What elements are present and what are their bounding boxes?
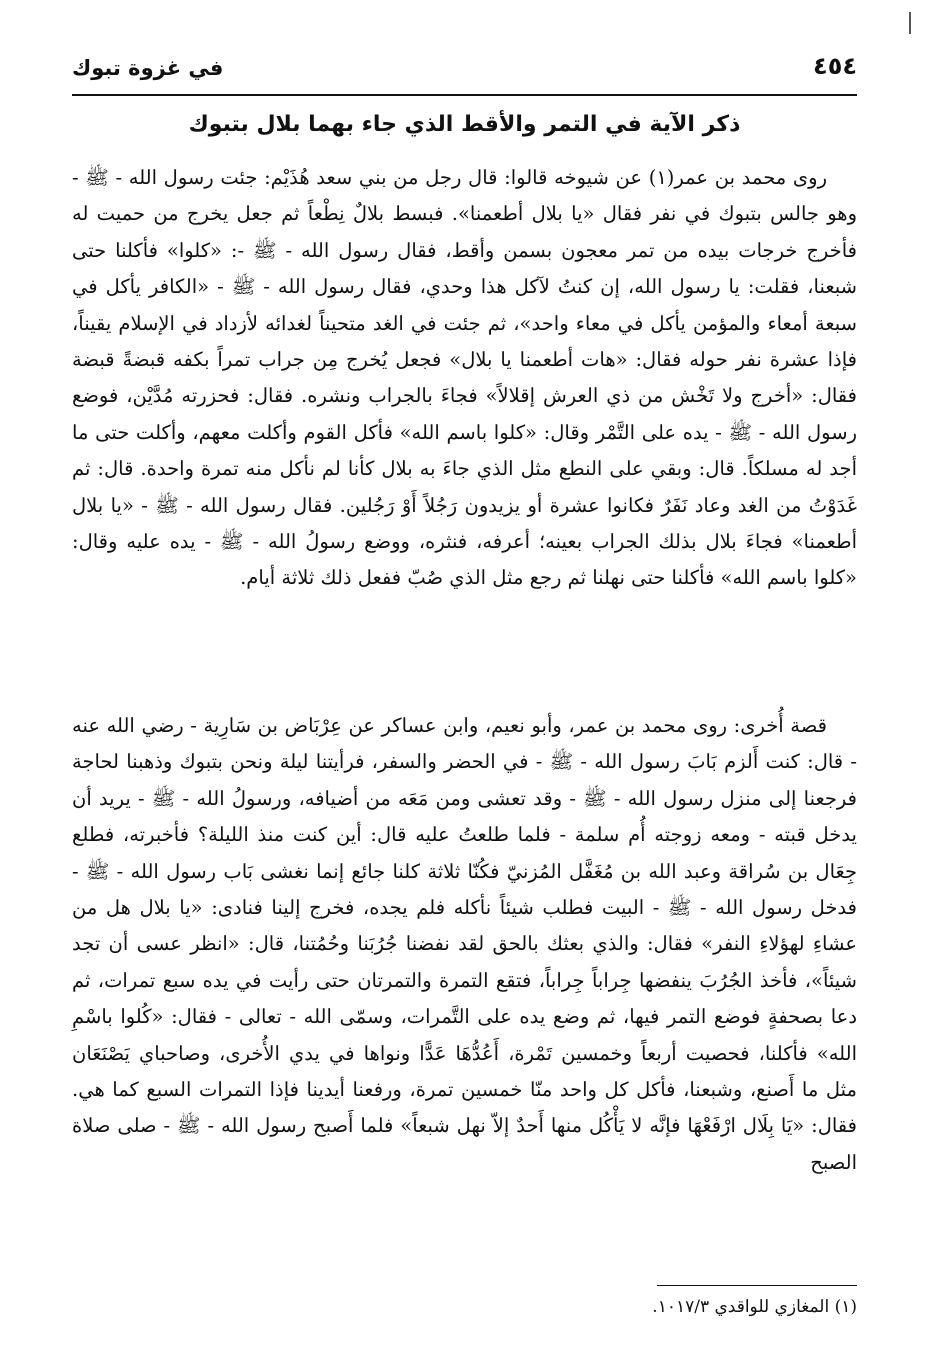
running-header — [72, 50, 857, 90]
paragraph-story-2: قصة أُخرى: روى محمد بن عمر، وأبو نعيم، وابن عساكر عن عِرْبَاض بن سَارِية - رضي الله عنه - قال: كنت أَلزم بَابَ رسول الله - ﷺ - في الحضر والسفر، فرأيتنا ليلة ونحن بتبوك وذهبنا لحاجة فرجعنا إلى منزل رسول الله - ﷺ - وقد تعشى ومن مَعَه من أضيافه، ورسولُ الله - ﷺ - يريد أن يدخل قبته - ومعه زوجته أُم سلمة - فلما طلعتُ عليه قال: أين كنت منذ الليلة؟ فأخبرته، فطلع جِعَال بن سُراقة وعبد الله بن مُغَفَّل المُزنيّ فكُنّا ثلاثة كلنا جائع إنما نغشى بَاب رسول الله - ﷺ - فدخل رسول الله - ﷺ - البيت فطلب شيئاً نأكله فلم يجده، فخرج إلينا فنادى: «يا بلال هل من عشاءِ لهؤلاءِ النفر» فقال: والذي بعثك بالحق لقد نفضنا جُرُبَنا وحُمُتنا، قال: «انظر عسى أن تجد شيئاً»، فأخذ الجُرُبَ ينفضها جِراباً جِراباً، فتقع التمرة والتمرتان حتى رأيت في يده سبع تمرات، ثم دعا بصحفةٍ فوضع التمر فيها، ثم وضع يده على التَّمرات، وسمّى الله - تعالى - فقال: «كُلوا باسْمِ الله» فأكلنا، فحصيت أربعاً وخمسين تَمْرة، أَعُدُّهَا عَدًّا ونواها في يدي الأُخرى، وصاحباي يَصْنَعَان مثل ما أَصنع، وشبعنا، فأكل كل واحد منّا خمسين تمرة، ورفعنا أيدينا فإذا التمرات السبع كما هي. فقال: «يَا بِلَال ارْفَعْهَا فإنَّه لا يَأْكُل منها أَحدٌ إلاّ نهل شبعاً» فلما أَصبح رسول الله - ﷺ - صلى صلاة الصبح — [72, 714, 857, 1174]
header-rule — [72, 94, 857, 96]
footnote-rule — [657, 1285, 857, 1286]
margin-mark — [909, 12, 911, 34]
footnote: (١) المغازي للواقدي ١٠١٧/٣. — [652, 1297, 857, 1317]
section-heading: ذكر الآية في التمر والأقط الذي جاء بهما بلال بتبوك — [188, 112, 741, 137]
running-title: في غزوة تبوك — [72, 56, 224, 80]
paragraph-story-1: روى محمد بن عمر(١) عن شيوخه قالوا: قال رجل من بني سعد هُذَيْم: جئت رسول الله - ﷺ - وهو جالس بتبوك في نفر فقال «يا بلال أطعمنا». فبسط بلالٌ نِطْعاً ثم جعل يخرج من حميت له فأخرج خرجات بيده من تمر معجون بسمن وأقط، فقال رسول الله - ﷺ -: «كلوا» فأكلنا حتى شبعنا، فقلت: يا رسول الله، إن كنتُ لآكل هذا وحدي، فقال رسول الله - ﷺ - «الكافر يأكل في سبعة أمعاء والمؤمن يأكل في معاء واحد»، ثم جئت في الغد متحيناً لغدائه لأزداد في الإسلام يقيناً، فإذا عشرة نفر حوله فقال: «هات أطعمنا يا بلال» فجعل يُخرج مِن جراب تمراً بكفه قبضةً قبضة فقال: «أخرج ولا تَخْش من ذي العرش إقلالاً» فجاءَ بالجراب ونشره. فقال: فحزرته مُدَّيْن، فوضع رسول الله - ﷺ - يده على التَّمْر وقال: «كلوا باسم الله» فأكل القوم وأكلت معهم، وأكلت حتى ما أجد له مسلكاً. قال: وبقي على النطع مثل الذي جاءَ به بلال كأنا لم نأكل منه تمرة واحدة. قال: ثم غَدَوْتُ من الغد وعاد نَفَرٌ فكانوا عشرة أو يزيدون رَجُلاً أَوْ رَجُلين. فقال رسول الله - ﷺ - «يا بلال أطعمنا» فجاءَ بلال بذلك الجراب بعينه؛ أعرفه، فنثره، ووضع رسولُ الله - ﷺ - يده عليه وقال: «كلوا باسم الله» فأكلنا حتى نهلنا ثم رجع مثل الذي صُبّ ففعل ذلك ثلاثة أيام. — [72, 166, 857, 590]
page-number: ٤٥٤ — [813, 52, 857, 80]
